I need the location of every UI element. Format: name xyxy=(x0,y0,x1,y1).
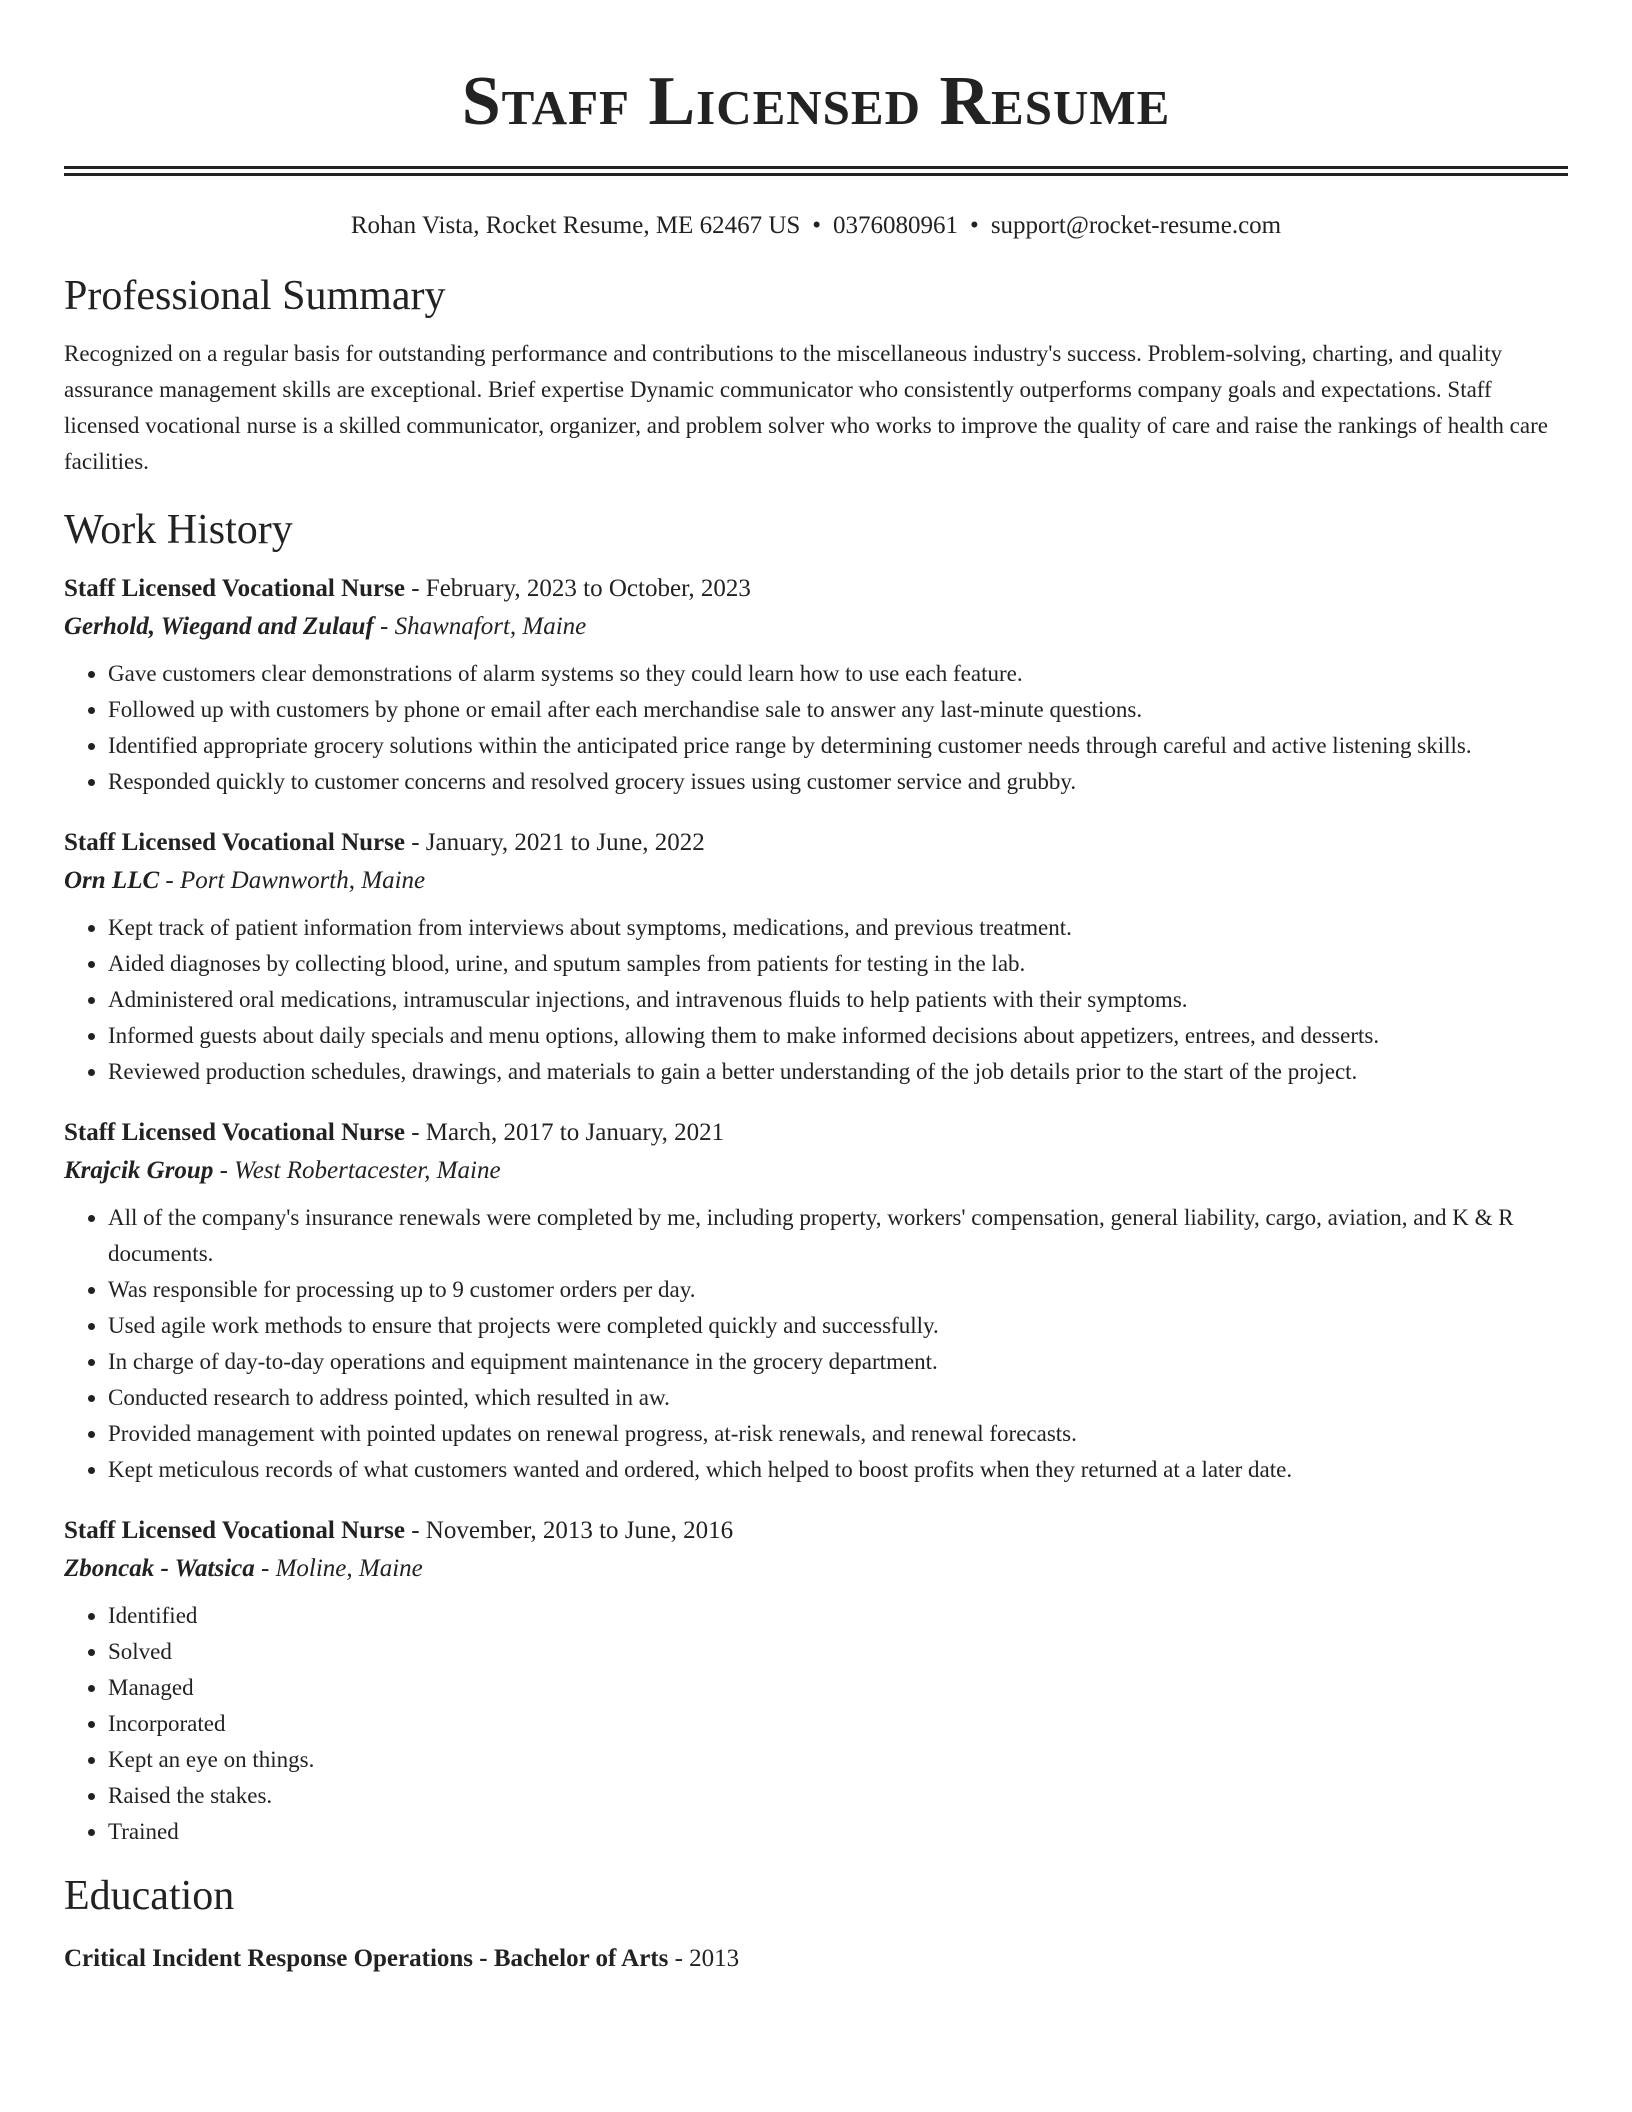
list-item: • Identified appropriate grocery solutions within the anticipated price range by determining customer needs through careful and active listening skills. xyxy=(108,728,1568,764)
job-location: - West Robertacester, Maine xyxy=(213,1157,501,1184)
list-item: • All of the company's insurance renewals were completed by me, including property, workers' compensation, general liability, cargo, aviation, and K & R documents. xyxy=(108,1200,1568,1272)
job-duties xyxy=(64,1598,1568,1850)
list-item: • Gave customers clear demonstrations of alarm systems so they could learn how to use each feature. xyxy=(108,656,1568,692)
contact-phone: 0376080961 xyxy=(833,212,959,239)
list-item: • Kept track of patient information from interviews about symptoms, medications, and previous treatment. xyxy=(108,910,1568,946)
job-title: Staff Licensed Vocational Nurse xyxy=(64,575,405,602)
job-entry xyxy=(64,1114,1568,1488)
contact-address: Rohan Vista, Rocket Resume, ME 62467 US xyxy=(350,212,801,239)
list-item: • Reviewed production schedules, drawings, and materials to gain a better understanding of the job details prior to the start of the project. xyxy=(108,1054,1568,1090)
job-company: Gerhold, Wiegand and Zulauf xyxy=(64,613,374,640)
contact-line xyxy=(64,208,1568,244)
work-history-section xyxy=(64,502,1568,1850)
job-dates: - November, 2013 to June, 2016 xyxy=(404,1517,734,1544)
summary-heading: Professional Summary xyxy=(64,273,446,319)
education-year: - 2013 xyxy=(668,1945,740,1972)
list-item: • Was responsible for processing up to 9 customer orders per day. xyxy=(108,1272,1568,1308)
list-item: • In charge of day-to-day operations and equipment maintenance in the grocery department. xyxy=(108,1344,1568,1380)
list-item: • Followed up with customers by phone or email after each merchandise sale to answer any last-minute questions. xyxy=(108,692,1568,728)
list-item: • Administered oral medications, intramuscular injections, and intravenous fluids to help patients with their symptoms. xyxy=(108,982,1568,1018)
education-entry xyxy=(64,1940,1568,1978)
job-duties xyxy=(64,910,1568,1090)
job-location: - Moline, Maine xyxy=(254,1555,423,1582)
list-item: • Informed guests about daily specials and menu options, allowing them to make informed decisions about appetizers, entrees, and desserts. xyxy=(108,1018,1568,1054)
job-header xyxy=(64,570,1568,608)
work-history-heading: Work History xyxy=(64,507,293,553)
job-header xyxy=(64,1512,1568,1550)
list-item: • Trained xyxy=(108,1814,1568,1850)
title-divider xyxy=(64,166,1568,176)
job-entry xyxy=(64,1512,1568,1850)
education-heading: Education xyxy=(64,1873,235,1919)
resume-title: Staff Licensed Resume xyxy=(461,63,1171,140)
job-company: Krajcik Group xyxy=(64,1157,214,1184)
job-title: Staff Licensed Vocational Nurse xyxy=(64,1517,405,1544)
job-employer xyxy=(64,608,1568,646)
list-item: • Identified xyxy=(108,1598,1568,1634)
job-duties xyxy=(64,1200,1568,1488)
contact-separator: • xyxy=(812,212,822,239)
job-company: Orn LLC xyxy=(64,867,160,894)
education-section xyxy=(64,1868,1568,1978)
list-item: • Incorporated xyxy=(108,1706,1568,1742)
job-employer xyxy=(64,1550,1568,1588)
contact-email: support@rocket-resume.com xyxy=(990,212,1282,239)
job-entry xyxy=(64,824,1568,1090)
list-item: • Used agile work methods to ensure that projects were completed quickly and successfully. xyxy=(108,1308,1568,1344)
job-header xyxy=(64,824,1568,862)
job-entry xyxy=(64,570,1568,800)
job-title: Staff Licensed Vocational Nurse xyxy=(64,1119,405,1146)
job-location: - Port Dawnworth, Maine xyxy=(159,867,426,894)
list-item: • Solved xyxy=(108,1634,1568,1670)
list-item: • Provided management with pointed updates on renewal progress, at-risk renewals, and renewal forecasts. xyxy=(108,1416,1568,1452)
job-title: Staff Licensed Vocational Nurse xyxy=(64,829,405,856)
list-item: • Kept meticulous records of what customers wanted and ordered, which helped to boost profits when they returned at a later date. xyxy=(108,1452,1568,1488)
list-item: • Raised the stakes. xyxy=(108,1778,1568,1814)
job-dates: - February, 2023 to October, 2023 xyxy=(404,575,751,602)
job-dates: - January, 2021 to June, 2022 xyxy=(404,829,705,856)
list-item: • Aided diagnoses by collecting blood, urine, and sputum samples from patients for testing in the lab. xyxy=(108,946,1568,982)
summary-section xyxy=(64,268,1568,480)
education-degree: Critical Incident Response Operations - Bachelor of Arts xyxy=(64,1945,669,1972)
job-duties xyxy=(64,656,1568,800)
job-dates: - March, 2017 to January, 2021 xyxy=(404,1119,725,1146)
job-header xyxy=(64,1114,1568,1152)
job-employer xyxy=(64,862,1568,900)
summary-text: Recognized on a regular basis for outstanding performance and contributions to the miscellaneous industry's success. Problem-solving, charting, and quality assurance management skills are exceptional. Brief expertise Dynamic communicator who consistently outperforms company goals and expectations. Staff licensed vocational nurse is a skilled communicator, organizer, and problem solver who works to improve the quality of care and raise the rankings of health care facilities. xyxy=(64,341,1548,474)
job-company: Zboncak - Watsica xyxy=(64,1555,255,1582)
job-employer xyxy=(64,1152,1568,1190)
list-item: • Managed xyxy=(108,1670,1568,1706)
list-item: • Conducted research to address pointed, which resulted in aw. xyxy=(108,1380,1568,1416)
list-item: • Responded quickly to customer concerns and resolved grocery issues using customer service and grubby. xyxy=(108,764,1568,800)
list-item: • Kept an eye on things. xyxy=(108,1742,1568,1778)
job-location: - Shawnafort, Maine xyxy=(373,613,587,640)
contact-separator: • xyxy=(970,212,979,239)
